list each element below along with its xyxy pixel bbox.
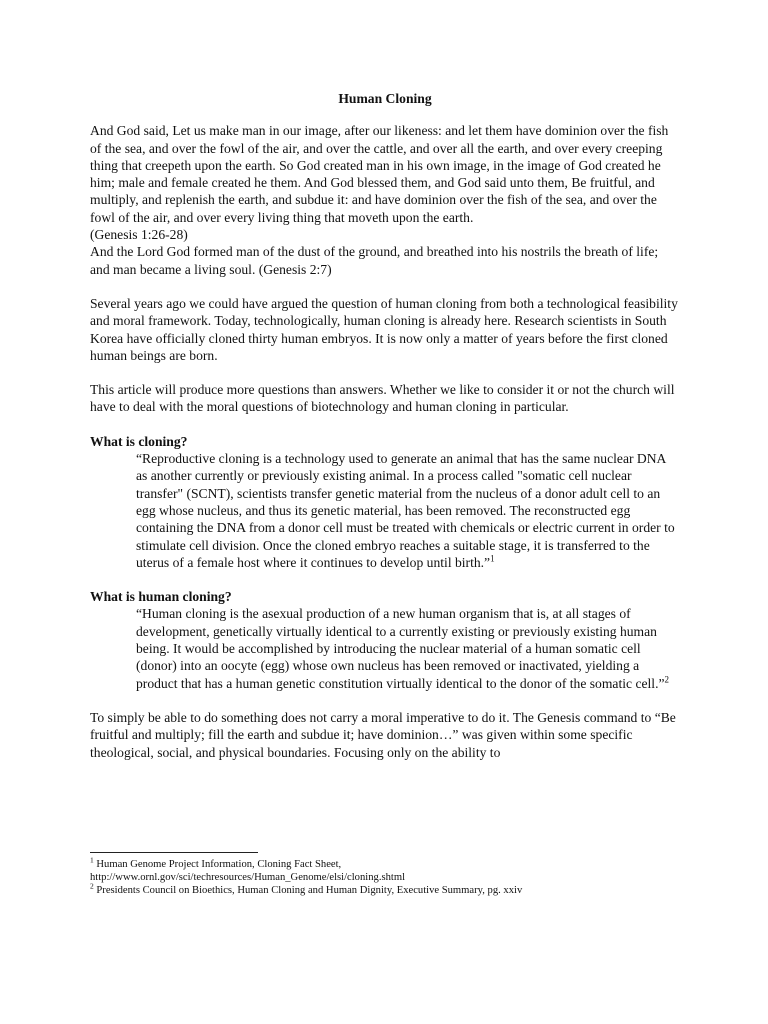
paragraph-spacer	[90, 278, 680, 295]
footnote-2-source: Presidents Council on Bioethics, Human Cloning and Human Dignity, Executive Summary, pg. xxiv	[96, 885, 523, 896]
article-purpose-paragraph: This article will produce more questions than answers. Whether we like to consider it or not the church will have to deal with the moral questions of biotechnology and human cloning in particular.	[90, 382, 675, 415]
paragraph-spacer	[90, 416, 680, 433]
human-cloning-definition-quote	[136, 605, 680, 691]
scripture-passage-genesis-2: And the Lord God formed man of the dust of the ground, and breathed into his nostrils the breath of life; and man became a living soul. (Genesis 2:7)	[90, 244, 659, 277]
paragraph-spacer	[90, 692, 680, 709]
scripture-passage-genesis-1: And God said, Let us make man in our image, after our likeness: and let them have dominion over the fish of the sea, and over the fowl of the air, and over the cattle, and over all the earth, and over every creeping thing that creepeth upon the earth. So God created man in his own image, in the image of God created he him; male and female created he them. And God blessed them, and God said unto them, Be fruitful, and multiply, and replenish the earth, and subdue it: and have dominion over the fish of the sea, and over the fowl of the air, and over every living thing that moveth upon the earth.	[90, 123, 669, 225]
footnote-1-url[interactable]: http://www.ornl.gov/sci/techresources/Human_Genome/elsi/cloning.shtml	[90, 872, 406, 883]
intro-paragraph: Several years ago we could have argued the question of human cloning from both a technological feasibility and moral framework. Today, technologically, human cloning is already here. Research scientists in South Korea have officially cloned thirty human embryos. It is now only a matter of years before the first cloned human beings are born.	[90, 295, 678, 363]
scripture-reference-genesis-1: (Genesis 1:26-28)	[90, 227, 188, 243]
paragraph-spacer	[90, 364, 680, 381]
footnote-1-number: 1	[90, 855, 94, 865]
section-heading-what-is-human-cloning: What is human cloning?	[90, 589, 232, 605]
document-body	[90, 90, 680, 761]
paragraph-spacer	[90, 571, 680, 588]
footnote-ref-1[interactable]: 1	[490, 553, 495, 564]
footnote-1	[90, 855, 690, 871]
section-heading-what-is-cloning: What is cloning?	[90, 433, 188, 449]
cloning-definition-quote	[136, 450, 680, 571]
footnote-ref-2[interactable]: 2	[664, 674, 669, 685]
footnote-2-number: 2	[90, 881, 94, 891]
footnotes	[90, 855, 690, 897]
footnote-1-source: Human Genome Project Information, Cloning Fact Sheet,	[96, 859, 342, 870]
footnote-separator	[90, 852, 258, 853]
closing-paragraph: To simply be able to do something does not carry a moral imperative to do it. The Genesis command to “Be fruitful and multiply; fill the earth and subdue it; have dominion…” was given within some specific theological, social, and physical boundaries. Focusing only on the ability to	[90, 709, 676, 760]
footnote-2	[90, 881, 690, 897]
cloning-definition-text: “Reproductive cloning is a technology used to generate an animal that has the same nuclear DNA as another currently or previously existing animal. In a process called "somatic cell nuclear transfer" (SCNT), scientists transfer genetic material from the nucleus of a donor adult cell to an egg whose nucleus, and thus its genetic material, has been removed. The reconstructed egg containing the DNA from a donor cell must be treated with chemicals or electric current in order to stimulate cell division. Once the cloned embryo reaches a suitable stage, it is transferred to the uterus of a female host where it continues to develop until birth.”	[136, 451, 675, 570]
human-cloning-definition-text: “Human cloning is the asexual production of a new human organism that is, at all stages of development, genetically virtually identical to a currently existing or previously existing human being. It would be accomplished by introducing the nuclear material of a human somatic cell (donor) into an oocyte (egg) whose own nucleus has been removed or inactivated, yielding a product that has a human genetic constitution virtually identical to the donor of the somatic cell.”	[136, 606, 665, 691]
document-title: Human Cloning	[338, 91, 432, 106]
